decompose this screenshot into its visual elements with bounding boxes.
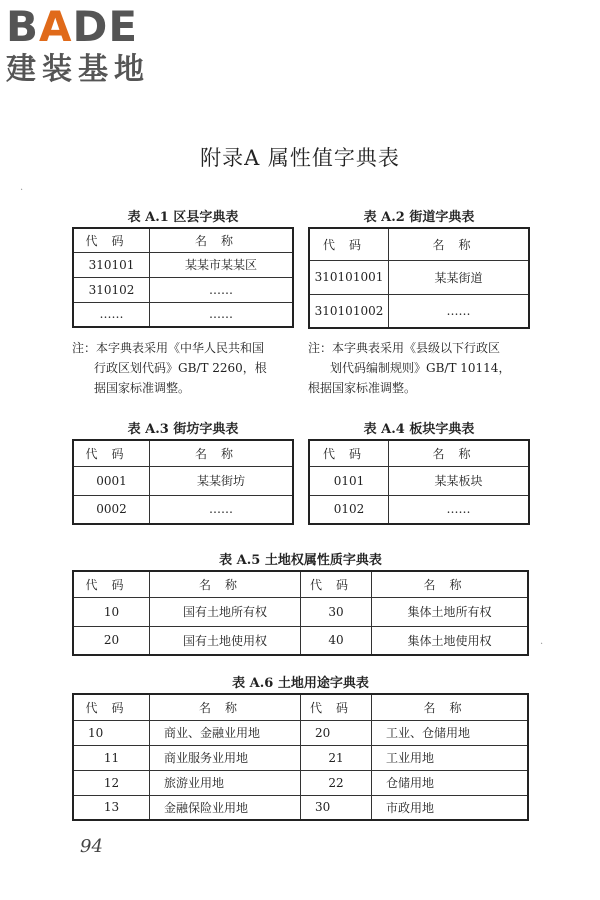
column-header: 名称	[372, 571, 529, 597]
table-header-row	[73, 571, 528, 597]
table-a2-caption: 表 A.2 街道字典表	[363, 210, 475, 225]
column-header: 代码	[301, 571, 372, 597]
column-header: 代码	[73, 694, 150, 720]
code-cell: ……	[73, 302, 150, 327]
code-cell: 21	[301, 745, 372, 770]
table-a6	[72, 693, 529, 821]
code-cell: 310101	[73, 252, 150, 277]
table-a1	[72, 227, 294, 328]
code-cell: 12	[73, 770, 150, 795]
table-row	[309, 466, 529, 495]
column-header: 名称	[150, 694, 301, 720]
table-a2-note: 注：本字典表采用《县级以下行政区 划代码编制规则》GB/T 10114， 根据国家标准调整。	[308, 341, 511, 395]
code-cell: 30	[301, 795, 372, 820]
table-row	[309, 294, 529, 328]
table-header-row	[73, 440, 293, 466]
column-header: 代码	[309, 440, 389, 466]
name-cell: 集体土地所有权	[372, 597, 529, 626]
code-cell: 0001	[73, 466, 150, 495]
name-cell: 商业、金融业用地	[150, 720, 301, 745]
bade-logo	[6, 4, 176, 94]
name-cell: 某某街道	[389, 260, 530, 294]
table-a3-caption: 表 A.3 街坊字典表	[127, 422, 239, 437]
table-a4	[308, 439, 530, 525]
code-cell: 30	[301, 597, 372, 626]
code-cell: 22	[301, 770, 372, 795]
column-header: 名称	[150, 228, 294, 252]
code-cell: 310101001	[309, 260, 389, 294]
code-cell: 0002	[73, 495, 150, 524]
code-cell: 10	[73, 597, 150, 626]
table-row	[73, 495, 293, 524]
name-cell: ……	[150, 495, 294, 524]
name-cell: 工业、仓储用地	[372, 720, 529, 745]
name-cell: 旅游业用地	[150, 770, 301, 795]
scan-mark: .	[20, 182, 24, 193]
column-header: 名称	[389, 228, 530, 260]
name-cell: 金融保险业用地	[150, 795, 301, 820]
name-cell: 集体土地使用权	[372, 626, 529, 655]
table-header-row	[73, 228, 293, 252]
name-cell: 国有土地所有权	[150, 597, 301, 626]
logo-chinese-text: 建装基地	[6, 52, 150, 87]
code-cell: 40	[301, 626, 372, 655]
code-cell: 11	[73, 745, 150, 770]
table-a2	[308, 227, 530, 329]
name-cell: ……	[150, 302, 294, 327]
name-cell: 市政用地	[372, 795, 529, 820]
table-row	[73, 795, 528, 820]
name-cell: ……	[150, 277, 294, 302]
name-cell: 工业用地	[372, 745, 529, 770]
code-cell: 310101002	[309, 294, 389, 328]
table-row	[73, 770, 528, 795]
name-cell: 某某板块	[389, 466, 530, 495]
column-header: 代码	[301, 694, 372, 720]
column-header: 名称	[372, 694, 529, 720]
name-cell: 商业服务业用地	[150, 745, 301, 770]
table-a1-caption: 表 A.1 区县字典表	[127, 210, 239, 225]
table-row	[73, 720, 528, 745]
code-cell: 310102	[73, 277, 150, 302]
table-header-row	[309, 440, 529, 466]
table-header-row	[309, 228, 529, 260]
column-header: 代码	[73, 571, 150, 597]
table-row	[73, 302, 293, 327]
table-a3	[72, 439, 294, 525]
table-a5-caption: 表 A.5 土地权属性质字典表	[219, 553, 382, 568]
table-row	[309, 260, 529, 294]
table-a5	[72, 570, 529, 656]
table-row	[73, 277, 293, 302]
code-cell: 0102	[309, 495, 389, 524]
table-header-row	[73, 694, 528, 720]
column-header: 代码	[309, 228, 389, 260]
column-header: 名称	[150, 440, 294, 466]
table-a1-note: 注：本字典表采用《中华人民共和国 行政区划代码》GB/T 2260，根 据国家标准调整。	[72, 341, 267, 395]
code-cell: 10	[73, 720, 150, 745]
table-row	[73, 745, 528, 770]
column-header: 代码	[73, 228, 150, 252]
code-cell: 13	[73, 795, 150, 820]
column-header: 名称	[150, 571, 301, 597]
page-number: 94	[80, 836, 103, 857]
logo-wordmark: BADE	[6, 2, 139, 51]
column-header: 代码	[73, 440, 150, 466]
table-row	[73, 252, 293, 277]
table-row	[73, 466, 293, 495]
code-cell: 20	[301, 720, 372, 745]
name-cell: 仓储用地	[372, 770, 529, 795]
table-row	[73, 597, 528, 626]
scan-mark: .	[540, 636, 544, 647]
page-title: 附录A 属性值字典表	[200, 146, 400, 170]
table-row	[73, 626, 528, 655]
name-cell: 国有土地使用权	[150, 626, 301, 655]
code-cell: 0101	[309, 466, 389, 495]
table-a4-caption: 表 A.4 板块字典表	[363, 422, 475, 437]
name-cell: ……	[389, 495, 530, 524]
code-cell: 20	[73, 626, 150, 655]
table-row	[309, 495, 529, 524]
table-a6-caption: 表 A.6 土地用途字典表	[232, 676, 369, 691]
name-cell: 某某市某某区	[150, 252, 294, 277]
name-cell: ……	[389, 294, 530, 328]
name-cell: 某某街坊	[150, 466, 294, 495]
column-header: 名称	[389, 440, 530, 466]
